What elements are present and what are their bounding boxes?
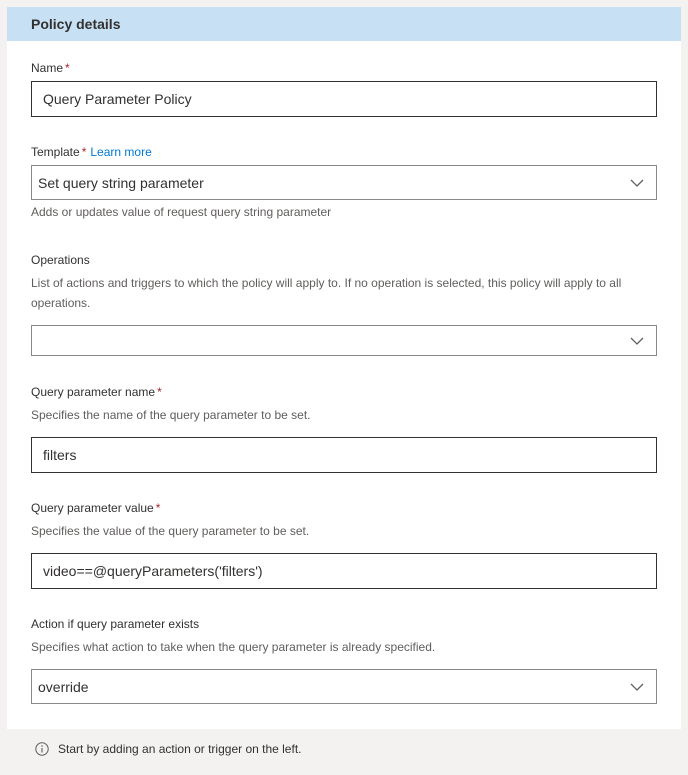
chevron-down-icon bbox=[630, 682, 644, 692]
operations-description: List of actions and triggers to which the policy will apply to. If no operation is selected, this policy will apply to all operations. bbox=[31, 276, 622, 310]
operations-label bbox=[31, 253, 90, 267]
template-required-mark: * bbox=[81, 145, 87, 159]
name-label bbox=[31, 61, 70, 75]
template-dropdown-value: Set query string parameter bbox=[38, 174, 204, 191]
template-label-text: Template bbox=[31, 145, 80, 159]
query-param-name-value: filters bbox=[43, 447, 77, 463]
query-param-value-required-mark: * bbox=[155, 501, 161, 515]
name-required-mark: * bbox=[65, 61, 70, 75]
query-param-value-value: video==@queryParameters('filters') bbox=[43, 563, 263, 579]
chevron-down-icon bbox=[630, 336, 644, 346]
name-input-value: Query Parameter Policy bbox=[43, 91, 192, 107]
name-label-text: Name bbox=[31, 61, 64, 75]
action-label-text: Action if query parameter exists bbox=[31, 617, 200, 631]
info-icon bbox=[35, 742, 49, 756]
panel-title: Policy details bbox=[31, 16, 121, 32]
action-dropdown[interactable] bbox=[31, 669, 657, 704]
policy-details-panel bbox=[7, 7, 681, 768]
panel-header bbox=[7, 7, 681, 41]
chevron-down-icon bbox=[630, 178, 644, 188]
query-param-value-label-text: Query parameter value bbox=[31, 501, 154, 515]
template-description: Adds or updates value of request query string parameter bbox=[31, 205, 332, 219]
action-dropdown-value: override bbox=[38, 678, 89, 695]
query-param-value-label bbox=[31, 501, 160, 515]
name-input[interactable] bbox=[31, 81, 657, 117]
operations-label-text: Operations bbox=[31, 253, 90, 267]
learn-more-link[interactable]: Learn more bbox=[90, 145, 152, 159]
query-param-value-description: Specifies the value of the query parameter to be set. bbox=[31, 524, 310, 538]
action-label bbox=[31, 617, 199, 631]
template-label bbox=[31, 145, 152, 159]
query-param-name-required-mark: * bbox=[157, 385, 162, 399]
query-param-name-label bbox=[31, 385, 162, 399]
action-description: Specifies what action to take when the query parameter is already specified. bbox=[31, 640, 436, 654]
query-param-name-description: Specifies the name of the query parameter to be set. bbox=[31, 408, 311, 422]
query-param-name-label-text: Query parameter name bbox=[31, 385, 156, 399]
query-param-value-input[interactable] bbox=[31, 553, 657, 589]
footer-message: Start by adding an action or trigger on the left. bbox=[58, 741, 302, 756]
footer-info-bar bbox=[7, 729, 681, 768]
template-dropdown[interactable] bbox=[31, 165, 657, 200]
operations-dropdown[interactable] bbox=[31, 325, 657, 356]
query-param-name-input[interactable] bbox=[31, 437, 657, 473]
